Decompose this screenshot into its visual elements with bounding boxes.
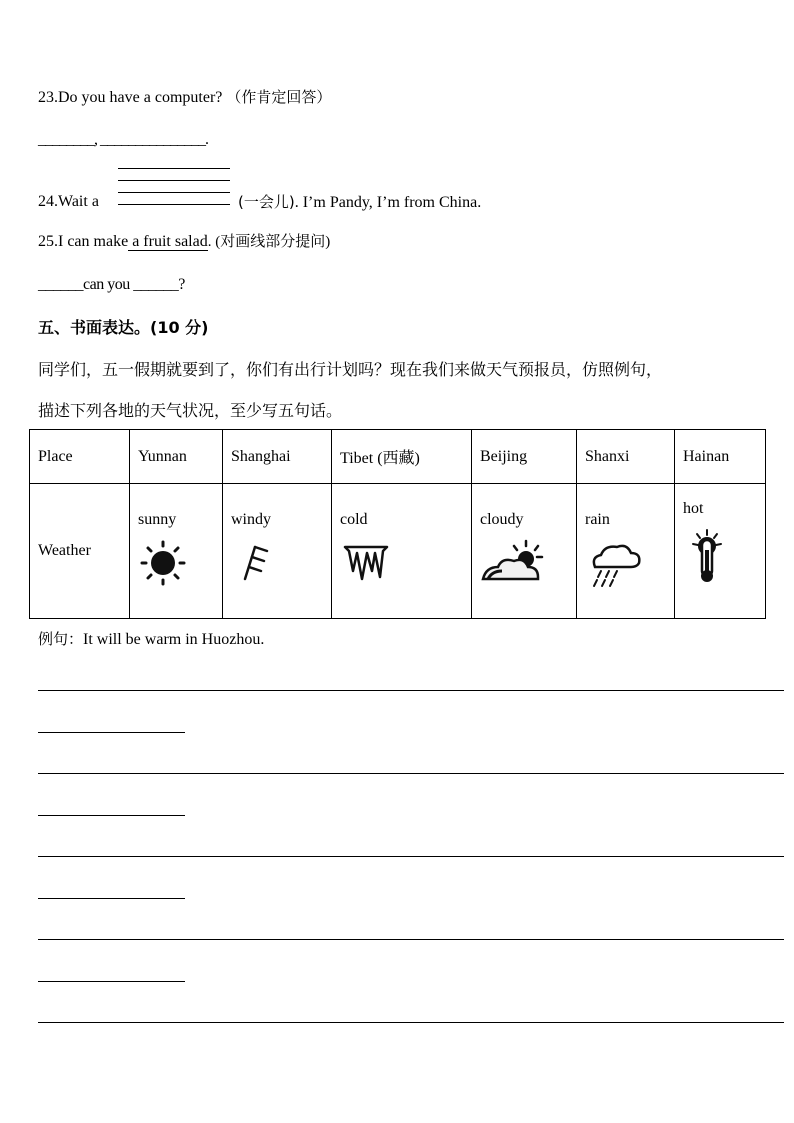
q25-prefix: 25.I can make [38, 233, 129, 250]
q24-blank-line-4[interactable] [118, 204, 230, 205]
section5-instruction-2: 描述下列各地的天气状况，至少写五句话。 [38, 401, 343, 420]
weather-word: cloudy [480, 511, 524, 528]
q25-line [38, 232, 330, 252]
q23-answer-line[interactable]: ________, _______________. [38, 131, 208, 148]
writing-line-short[interactable] [38, 898, 185, 899]
q24-note: (一会儿) [238, 193, 295, 211]
writing-line-short[interactable] [38, 732, 185, 733]
q24-prefix: 24.Wait a [38, 193, 99, 210]
q23-note: （作肯定回答） [226, 88, 332, 106]
q25-answer-prefix: ______ [38, 276, 83, 293]
wind-icon [235, 537, 285, 589]
thermometer-icon [689, 528, 729, 588]
section5-instruction-1: 同学们，五一假期就要到了，你们有出行计划吗？现在我们来做天气预报员，仿照例句， [38, 360, 663, 379]
q23-question: 23.Do you have a computer? [38, 89, 223, 106]
q25-underlined-phrase: a fruit salad [128, 233, 208, 250]
weather-table [29, 429, 766, 619]
example-sentence [38, 629, 264, 650]
q24-suffix: . I’m Pandy, I’m from China. [294, 194, 482, 211]
table-weather-row [30, 484, 766, 619]
icicle-icon [342, 537, 392, 589]
example-label: 例句： [38, 630, 84, 648]
q25-answer-mid: can you [83, 276, 130, 293]
writing-line[interactable] [38, 773, 784, 774]
section5-heading: 五、书面表达。(10 分) [38, 318, 209, 337]
q24-blank-line-3[interactable] [118, 192, 230, 193]
table-weather-cell [130, 484, 223, 619]
example-text: It will be warm in Huozhou. [83, 631, 265, 648]
writing-line[interactable] [38, 939, 784, 940]
table-weather-cell [223, 484, 332, 619]
q25-answer-suffix: ______? [133, 276, 185, 293]
weather-word: windy [231, 511, 271, 528]
cloud-sun-icon [480, 537, 550, 589]
table-place-cell: Hainan [675, 430, 766, 484]
weather-word: cold [340, 511, 368, 528]
weather-word: sunny [138, 511, 177, 528]
writing-line-short[interactable] [38, 981, 185, 982]
table-weather-cell [577, 484, 675, 619]
table-weather-cell [332, 484, 472, 619]
table-place-cell: Shanxi [577, 430, 675, 484]
table-header-row [30, 430, 766, 484]
weather-word: rain [585, 511, 610, 528]
table-row-label: Weather [30, 484, 130, 619]
table-place-cell: Shanghai [223, 430, 332, 484]
writing-line[interactable] [38, 690, 784, 691]
table-place-cell: Beijing [472, 430, 577, 484]
rain-cloud-icon [585, 537, 647, 589]
q24-blank-line-2[interactable] [118, 180, 230, 181]
writing-line[interactable] [38, 1022, 784, 1023]
weather-word: hot [683, 500, 704, 517]
sun-icon [140, 537, 200, 589]
q23-line [38, 87, 331, 108]
writing-line[interactable] [38, 856, 784, 857]
q25-suffix: . (对画线部分提问) [207, 234, 331, 250]
q24-blank-line-1[interactable] [118, 168, 230, 169]
table-place-cell: Yunnan [130, 430, 223, 484]
table-weather-cell [472, 484, 577, 619]
writing-line-short[interactable] [38, 815, 185, 816]
table-header-label: Place [30, 430, 130, 484]
table-place-cell: Tibet (西藏) [332, 430, 472, 484]
q24-rest [238, 192, 481, 213]
table-weather-cell [675, 484, 766, 619]
q25-answer-line[interactable] [38, 275, 185, 295]
